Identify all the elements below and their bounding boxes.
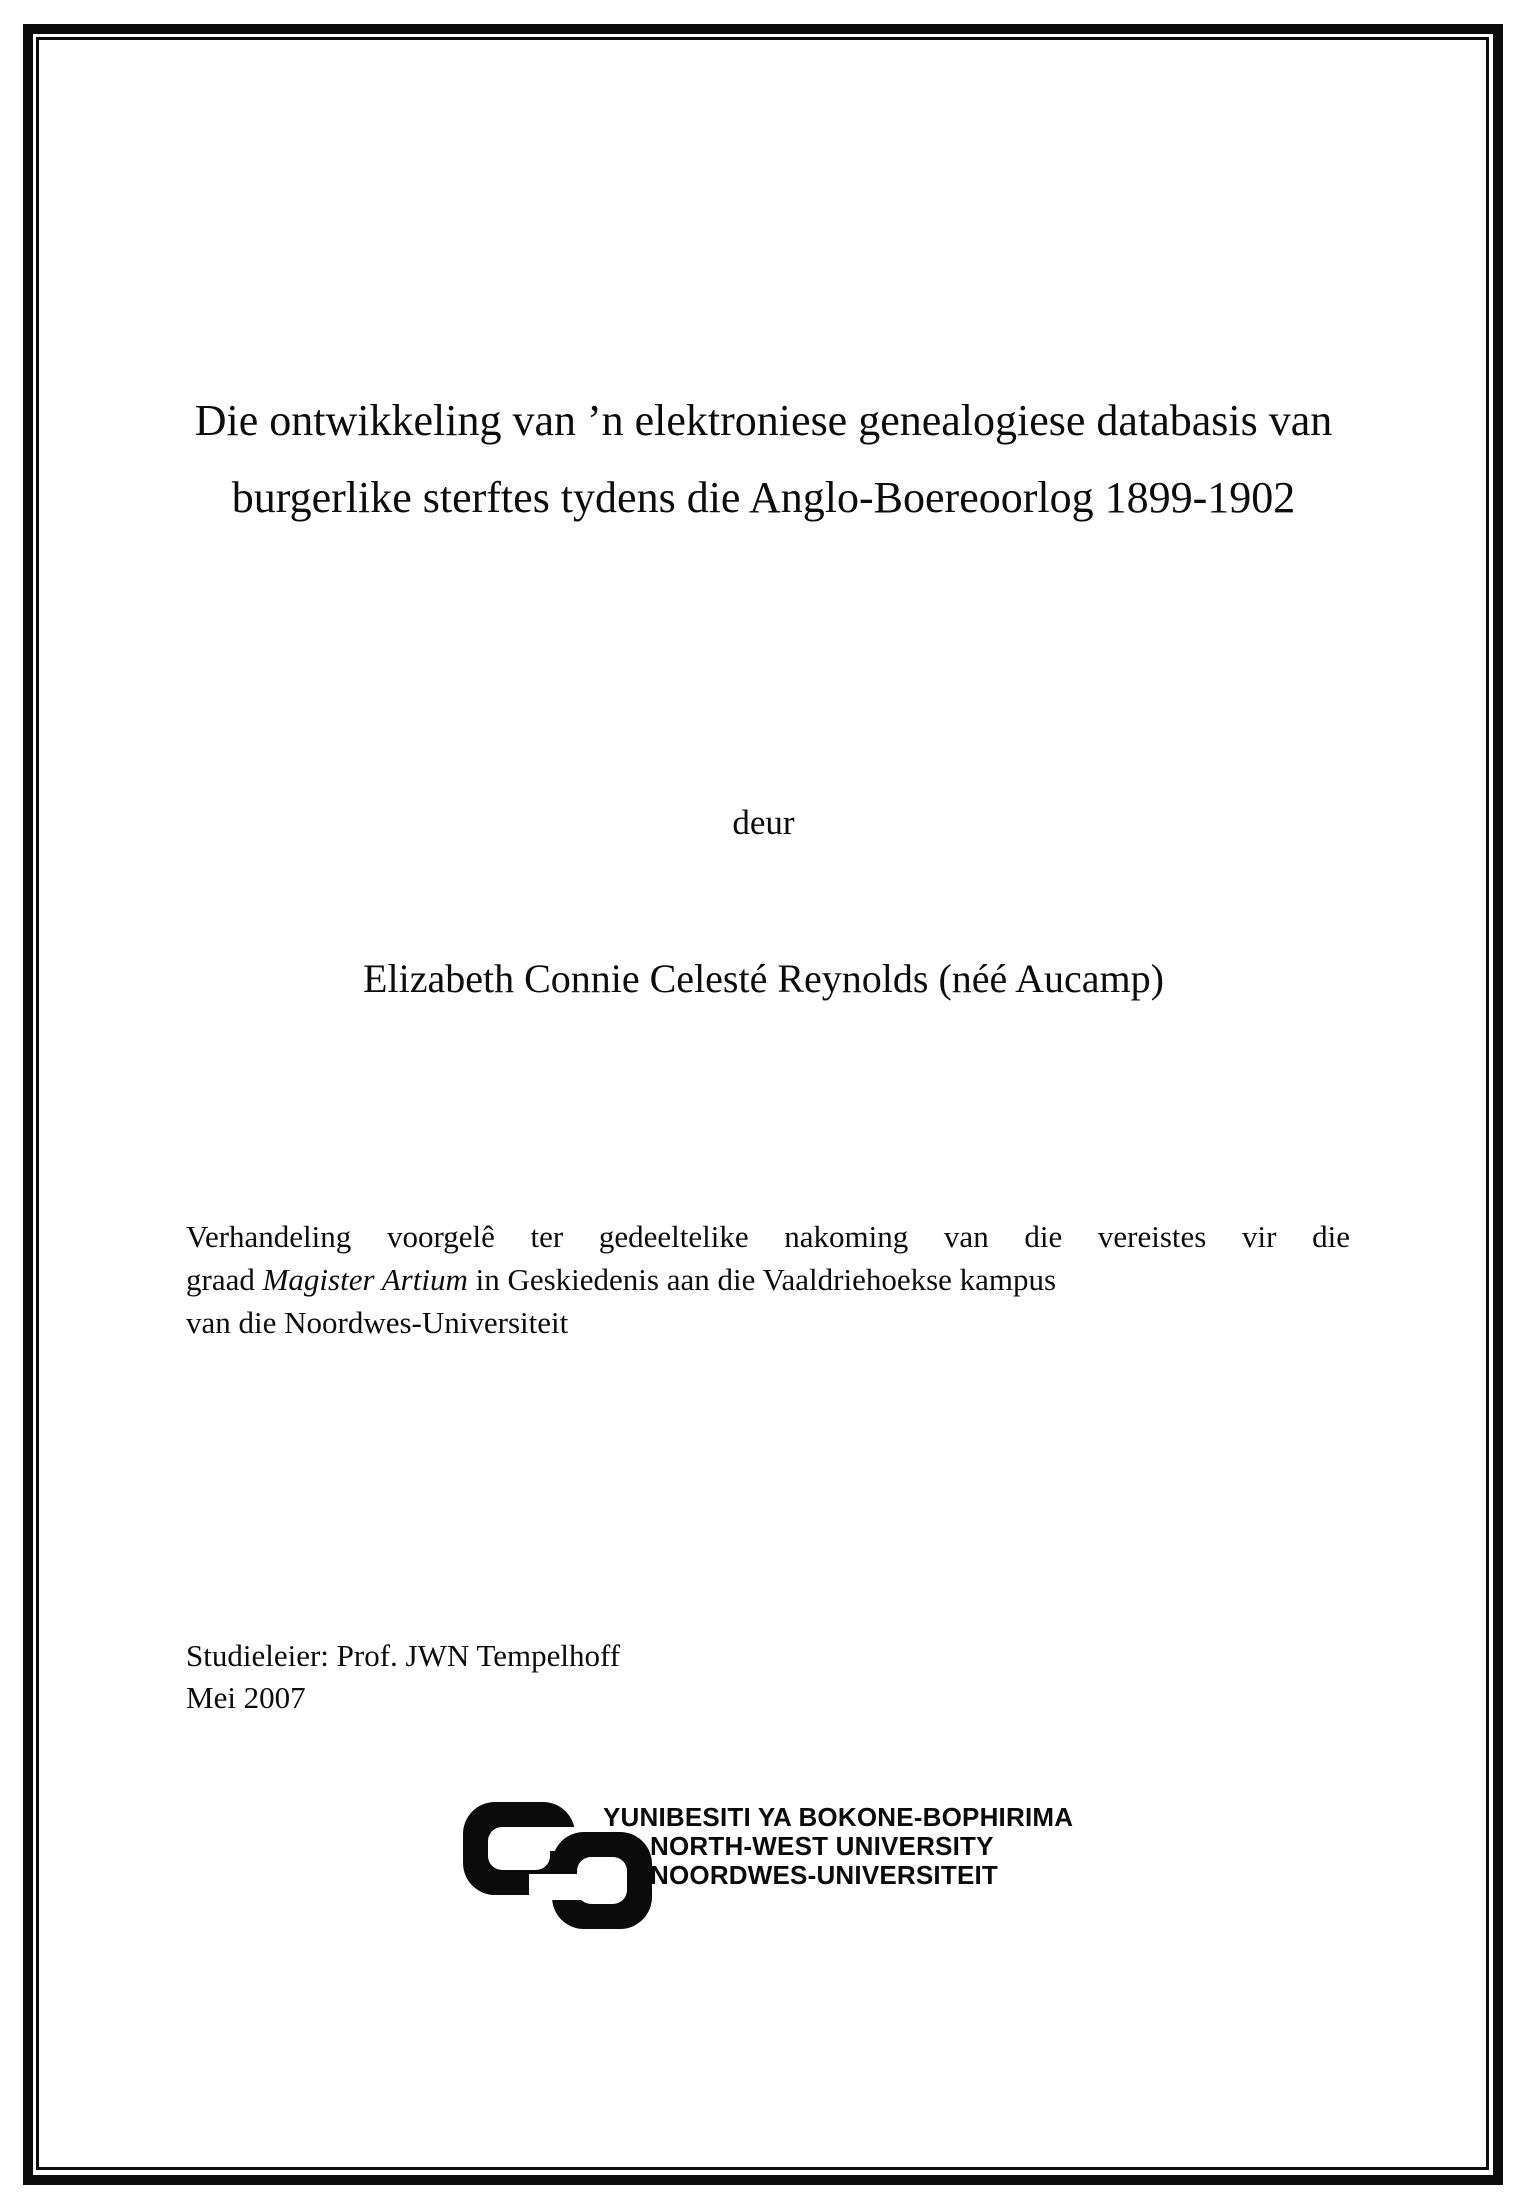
author-name: Elizabeth Connie Celesté Reynolds (néé Aucamp) (363, 956, 1164, 1001)
university-logo-text (603, 1803, 1073, 1890)
supervisor-line: Studieleier: Prof. JWN Tempelhoff (186, 1638, 621, 1673)
logo-text-setswana: YUNIBESITI YA BOKONE-BOPHIRIMA (603, 1802, 1074, 1832)
byline-label: deur (732, 803, 795, 842)
degree-declaration (186, 1215, 1350, 1344)
declaration-line-2-start: graad (186, 1262, 263, 1297)
supervisor-block (186, 1635, 620, 1719)
date-line: Mei 2007 (186, 1680, 306, 1715)
declaration-line-2 (186, 1258, 1350, 1301)
logo-text-afrikaans: NOORDWES-UNIVERSITEIT (650, 1860, 998, 1890)
university-logo (463, 1802, 1123, 1942)
declaration-line-3: van die Noordwes-Universiteit (186, 1305, 569, 1340)
page-title (0, 382, 1527, 536)
declaration-line-2-end: in Geskiedenis aan die Vaaldriehoekse kampus (467, 1262, 1057, 1297)
title-line-2: burgerlike sterftes tydens die Anglo-Boereoorlog 1899-1902 (231, 473, 1296, 522)
degree-name-italic: Magister Artium (262, 1262, 468, 1297)
logo-text-english: NORTH-WEST UNIVERSITY (650, 1831, 994, 1861)
title-line-1: Die ontwikkeling van ’n elektroniese genealogiese databasis van (194, 396, 1333, 445)
declaration-line-1: Verhandeling voorgelê ter gedeeltelike nakoming van die vereistes vir die (186, 1219, 1350, 1254)
